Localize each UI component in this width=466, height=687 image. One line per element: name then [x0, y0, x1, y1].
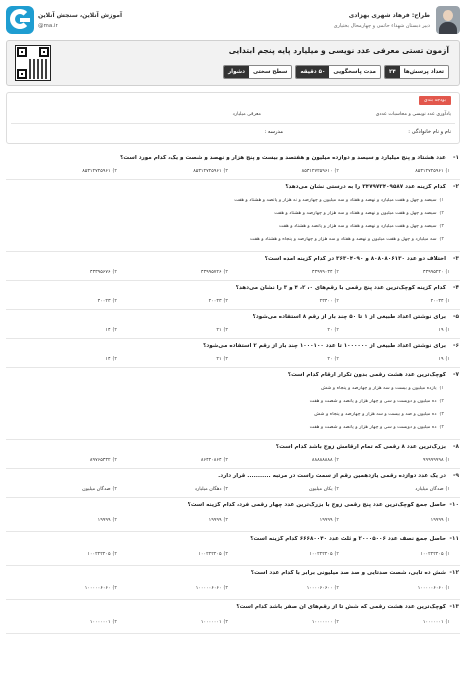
- question-text: اختلاف دو عدد ۸۰۸۰۸۰۶۱۳۰ و ۳۶۳۰۴۰۹۰ در کدام گزینه آمده است؟: [264, 256, 446, 262]
- question-text: کوچک‌ترین عدد هشت رقمی که شش تا از رقم‌های آن صفر باشد کدام است؟: [236, 604, 446, 610]
- question-item: [6, 180, 460, 252]
- answer-option[interactable]: ۲)۲۰: [327, 328, 339, 333]
- answer-option[interactable]: ۲)یکان میلیون: [309, 487, 339, 492]
- question-item: [6, 310, 460, 339]
- question-text: کدام گزینه کوچک‌ترین عدد پنج رقمی با رقم‌های ۰، ۲، ۴ و ۳ را نشان می‌دهد؟: [235, 285, 446, 291]
- answer-option[interactable]: ۱)۹۹۹۹۹۹۹۸: [422, 458, 450, 463]
- answer-option[interactable]: ۳)ده میلیون و صد و بیست و سه هزار و چهارصد و پنجاه و شش: [314, 412, 444, 417]
- question-item: [6, 368, 460, 440]
- question-text: شش ده تایی، شصت صدتایی و صد صد میلیونی برابر با کدام عدد است؟: [250, 570, 446, 576]
- qr-code-icon: [15, 45, 51, 81]
- question-text: حاصل جمع نصف عدد ۲۰۰۰۵۰۰۶ و ثلث عدد ۶۶۶۸۰۰۴۰ کدام گزینه است؟: [250, 536, 446, 542]
- answer-option[interactable]: ۴)۱۴: [105, 357, 117, 362]
- answer-option[interactable]: ۳)۱۰۰۲۲۲۲۰۵: [198, 552, 228, 557]
- answer-option[interactable]: ۴)سه میلیارد و چهل و هفت میلیون و نهصد و هفتاد و سه هزار و چهارصد و پنجاه و هشتاد و هفت: [250, 237, 444, 242]
- answer-option[interactable]: ۱)۱۰۰۰۰۰۰۱: [422, 620, 450, 625]
- site-tagline: آموزش آنلاین، سنجش آنلاین: [38, 12, 123, 19]
- answer-option[interactable]: ۳)دهگان میلیارد: [194, 487, 228, 492]
- question-number: ۱۱-: [449, 536, 459, 542]
- question-item: [6, 532, 460, 566]
- stat-label: مدت پاسخگویی: [329, 66, 380, 78]
- site-logo-icon: [6, 6, 34, 34]
- stat-label: تعداد پرسش‌ها: [400, 66, 448, 78]
- stat-question-count: [384, 65, 449, 79]
- site-logo-block[interactable]: [6, 6, 123, 36]
- answer-option[interactable]: ۴)۱۰۰۰۰۰۰۱: [89, 620, 117, 625]
- question-number: ۵-: [453, 314, 459, 320]
- school-field[interactable]: مدرسه :: [264, 129, 283, 135]
- answer-option[interactable]: ۱)۲۰۰۳۴: [430, 299, 450, 304]
- answer-option[interactable]: ۴)۱۰۰۲۲۲۲۰۵: [87, 552, 117, 557]
- answer-option[interactable]: ۳)۲۰۰۴۳: [208, 299, 228, 304]
- answer-option[interactable]: ۱)۱۹: [438, 328, 450, 333]
- question-item: [6, 566, 460, 600]
- stat-value: ۲۴: [385, 66, 400, 78]
- topic-2: معرفی میلیارد: [232, 112, 261, 117]
- stat-label: سطح سختی: [249, 66, 291, 78]
- question-number: ۱۳-: [449, 604, 459, 610]
- topic-1: یادآوری عدد نویسی و محاسبات عددی: [375, 112, 451, 117]
- question-item: [6, 469, 460, 498]
- answer-option[interactable]: ۴)۸۵۳۱۲۷۲۵۹۶۱: [82, 169, 117, 174]
- question-number: ۹-: [453, 473, 459, 479]
- question-text: بزرگ‌ترین عدد ۸ رقمی که تمام ارقامش زوج باشد کدام است؟: [275, 444, 446, 450]
- exam-title-card: [6, 40, 460, 86]
- question-item: [6, 440, 460, 469]
- answer-option[interactable]: ۲)۲۳۴۰۰: [319, 299, 339, 304]
- question-item: [6, 252, 460, 281]
- question-number: ۷-: [453, 372, 459, 378]
- answer-option[interactable]: ۱)۱۰۰۲۲۲۲۰۵: [420, 552, 450, 557]
- question-text: کدام گزینه عدد ۳۴۷۹۷۳۴۰۹۵۸۷ را به درستی نشان می‌دهد؟: [285, 184, 446, 190]
- answer-option[interactable]: ۲)۸۸۸۸۸۸۸۸: [311, 458, 339, 463]
- answer-option[interactable]: ۴)۴۰۰۲۳: [97, 299, 117, 304]
- student-info-card: [6, 92, 460, 144]
- question-item: [6, 281, 460, 310]
- answer-option[interactable]: ۲)۱۰۰۰۰۰۰۰: [311, 620, 339, 625]
- stat-value: ۵۰ دقیقه: [296, 66, 329, 78]
- designer-name: طراح: فرهاد شهری بهزادی: [348, 12, 430, 19]
- designer-avatar: [436, 6, 460, 34]
- site-url[interactable]: @ma.ir: [38, 23, 58, 29]
- answer-option[interactable]: ۴)۴۳۳۹۵۶۷۶: [89, 270, 117, 275]
- answer-option[interactable]: ۱)یازده میلیون و بیست و سه هزار و چهارصد و پنجاه و شش: [321, 386, 444, 391]
- answer-option[interactable]: ۲)۱۹۹۹۹: [319, 518, 339, 523]
- answer-option[interactable]: ۱)سیصد و چهل و هفت میلیارد و نهصد و هفتاد و سه میلیون و چهارصد و نه هزار و پانصد و هشتاد و هفت: [234, 198, 444, 203]
- question-number: ۱۰-: [449, 502, 459, 508]
- student-name-field[interactable]: نام و نام خانوادگی :: [408, 129, 451, 135]
- question-number: ۶-: [453, 343, 459, 349]
- exam-title: آزمون تستی معرفی عدد نویسی و میلیارد پایه پنجم ابتدایی: [228, 46, 449, 55]
- answer-option[interactable]: ۳)۱۰۰۰۰۰۰۱: [200, 620, 228, 625]
- answer-option[interactable]: ۲)۲۰: [327, 357, 339, 362]
- stat-value: دشوار: [224, 66, 249, 78]
- question-number: ۴-: [453, 285, 459, 291]
- answer-option[interactable]: ۲)سیصد و چهل و هفت میلیون و نهصد و هفتاد و سه هزار و چهارصد و هشتاد و هفت: [274, 211, 444, 216]
- question-text: عدد هشتاد و پنج میلیارد و سیصد و دوازده میلیون و هفتصد و بیست و پنج هزار و نهصد و شصت و یک، کدام مورد است؟: [120, 155, 446, 161]
- stat-duration: [295, 65, 381, 79]
- question-item: [6, 600, 460, 634]
- divider: [11, 123, 455, 124]
- question-item: [6, 151, 460, 180]
- answer-option[interactable]: ۴)۱۰۰۰۰۰۶۰۶۰: [84, 586, 117, 591]
- question-text: برای نوشتن اعداد طبیعی از ۱۰۰۰۰۰۰ تا عدد ۱۰۰۰۱۰۰ چند بار از رقم ۲ استفاده می‌شود؟: [203, 343, 446, 349]
- answer-option[interactable]: ۲)۱۰۰۰۰۶۰۶۰۰: [306, 586, 339, 591]
- question-number: ۱-: [453, 155, 459, 161]
- question-number: ۳-: [453, 256, 459, 262]
- answer-option[interactable]: ۳)۱۹۹۹۹: [208, 518, 228, 523]
- answer-option[interactable]: ۱)صدگان میلیارد: [415, 487, 450, 492]
- answer-option[interactable]: ۲)۸۵۳۱۲۷۲۵۹۶۱۰: [301, 169, 339, 174]
- page-header: [6, 6, 460, 40]
- question-text: حاصل جمع کوچک‌ترین عدد پنج رقمی زوج با بزرگ‌ترین عدد چهار رقمی فرد، کدام گزینه است؟: [187, 502, 446, 508]
- answer-option[interactable]: ۳)۲۱: [216, 328, 228, 333]
- stat-difficulty: [223, 65, 292, 79]
- question-number: ۸-: [453, 444, 459, 450]
- question-item: [6, 498, 460, 532]
- answer-option[interactable]: ۱)۱۰۰۰۰۰۶۰۶۰: [417, 586, 450, 591]
- question-number: ۲-: [453, 184, 459, 190]
- answer-option[interactable]: ۳)سیصد و چهل و هفت میلیارد و نهصد و هفتاد و سه هزار و پانصد و هشتاد و هفت: [279, 224, 444, 229]
- question-text: کوچک‌ترین عدد هشت رقمی بدون تکرار ارقام کدام است؟: [287, 372, 446, 378]
- budget-ribbon: بودجه بندی: [419, 96, 451, 105]
- answer-option[interactable]: ۳)۸۵۳۱۲۷۲۵۹۶۱: [193, 169, 228, 174]
- answer-option[interactable]: ۴)ده میلیون و دویست و سی و چهار هزار و پانصد و شصت و هفت: [309, 425, 444, 430]
- answer-option[interactable]: ۳)۸۶۴۲۰۸۶۴: [200, 458, 228, 463]
- answer-option[interactable]: ۴)۸۹۷۶۵۴۳۲: [89, 458, 117, 463]
- designer-affiliation: دبیر دبستان شهداء حاتمی و چهارمحال بختیاری: [333, 23, 430, 29]
- answer-option[interactable]: ۳)۲۱: [216, 357, 228, 362]
- answer-option[interactable]: ۴)۱۴: [105, 328, 117, 333]
- answer-option[interactable]: ۴)صدگان میلیون: [82, 487, 117, 492]
- answer-option[interactable]: ۱)۴۳۹۹۵۲۴۰: [422, 270, 450, 275]
- question-text: برای نوشتن اعداد طبیعی از ۱ تا ۵۰ چند بار از رقم ۸ استفاده می‌شود؟: [252, 314, 446, 320]
- question-number: ۱۲-: [449, 570, 459, 576]
- question-text: در یک عدد دوازده رقمی یازدهمین رقم از سمت راست در مرتبه ........... قرار دارد.: [218, 473, 446, 479]
- exam-stats: [223, 65, 449, 79]
- answer-option[interactable]: ۲)ده میلیون و دویست و سی و چهار هزار و پانصد و شصت و هفت: [309, 399, 444, 404]
- question-item: [6, 339, 460, 368]
- answer-option[interactable]: ۲)۱۰۰۲۲۲۲۰۵: [309, 552, 339, 557]
- answer-option[interactable]: ۱)۱۹: [438, 357, 450, 362]
- answer-option[interactable]: ۳)۱۰۰۰۰۰۶۰۶۰: [195, 586, 228, 591]
- answer-option[interactable]: ۴)۱۹۹۹۹: [97, 518, 117, 523]
- answer-option[interactable]: ۳)۴۳۹۹۵۷۲۶: [200, 270, 228, 275]
- answer-option[interactable]: ۱)۸۵۳۱۲۷۲۵۹۶۱: [415, 169, 450, 174]
- answer-option[interactable]: ۲)۴۳۹۹۹۰۳۴: [311, 270, 339, 275]
- answer-option[interactable]: ۱)۱۹۹۹۹: [430, 518, 450, 523]
